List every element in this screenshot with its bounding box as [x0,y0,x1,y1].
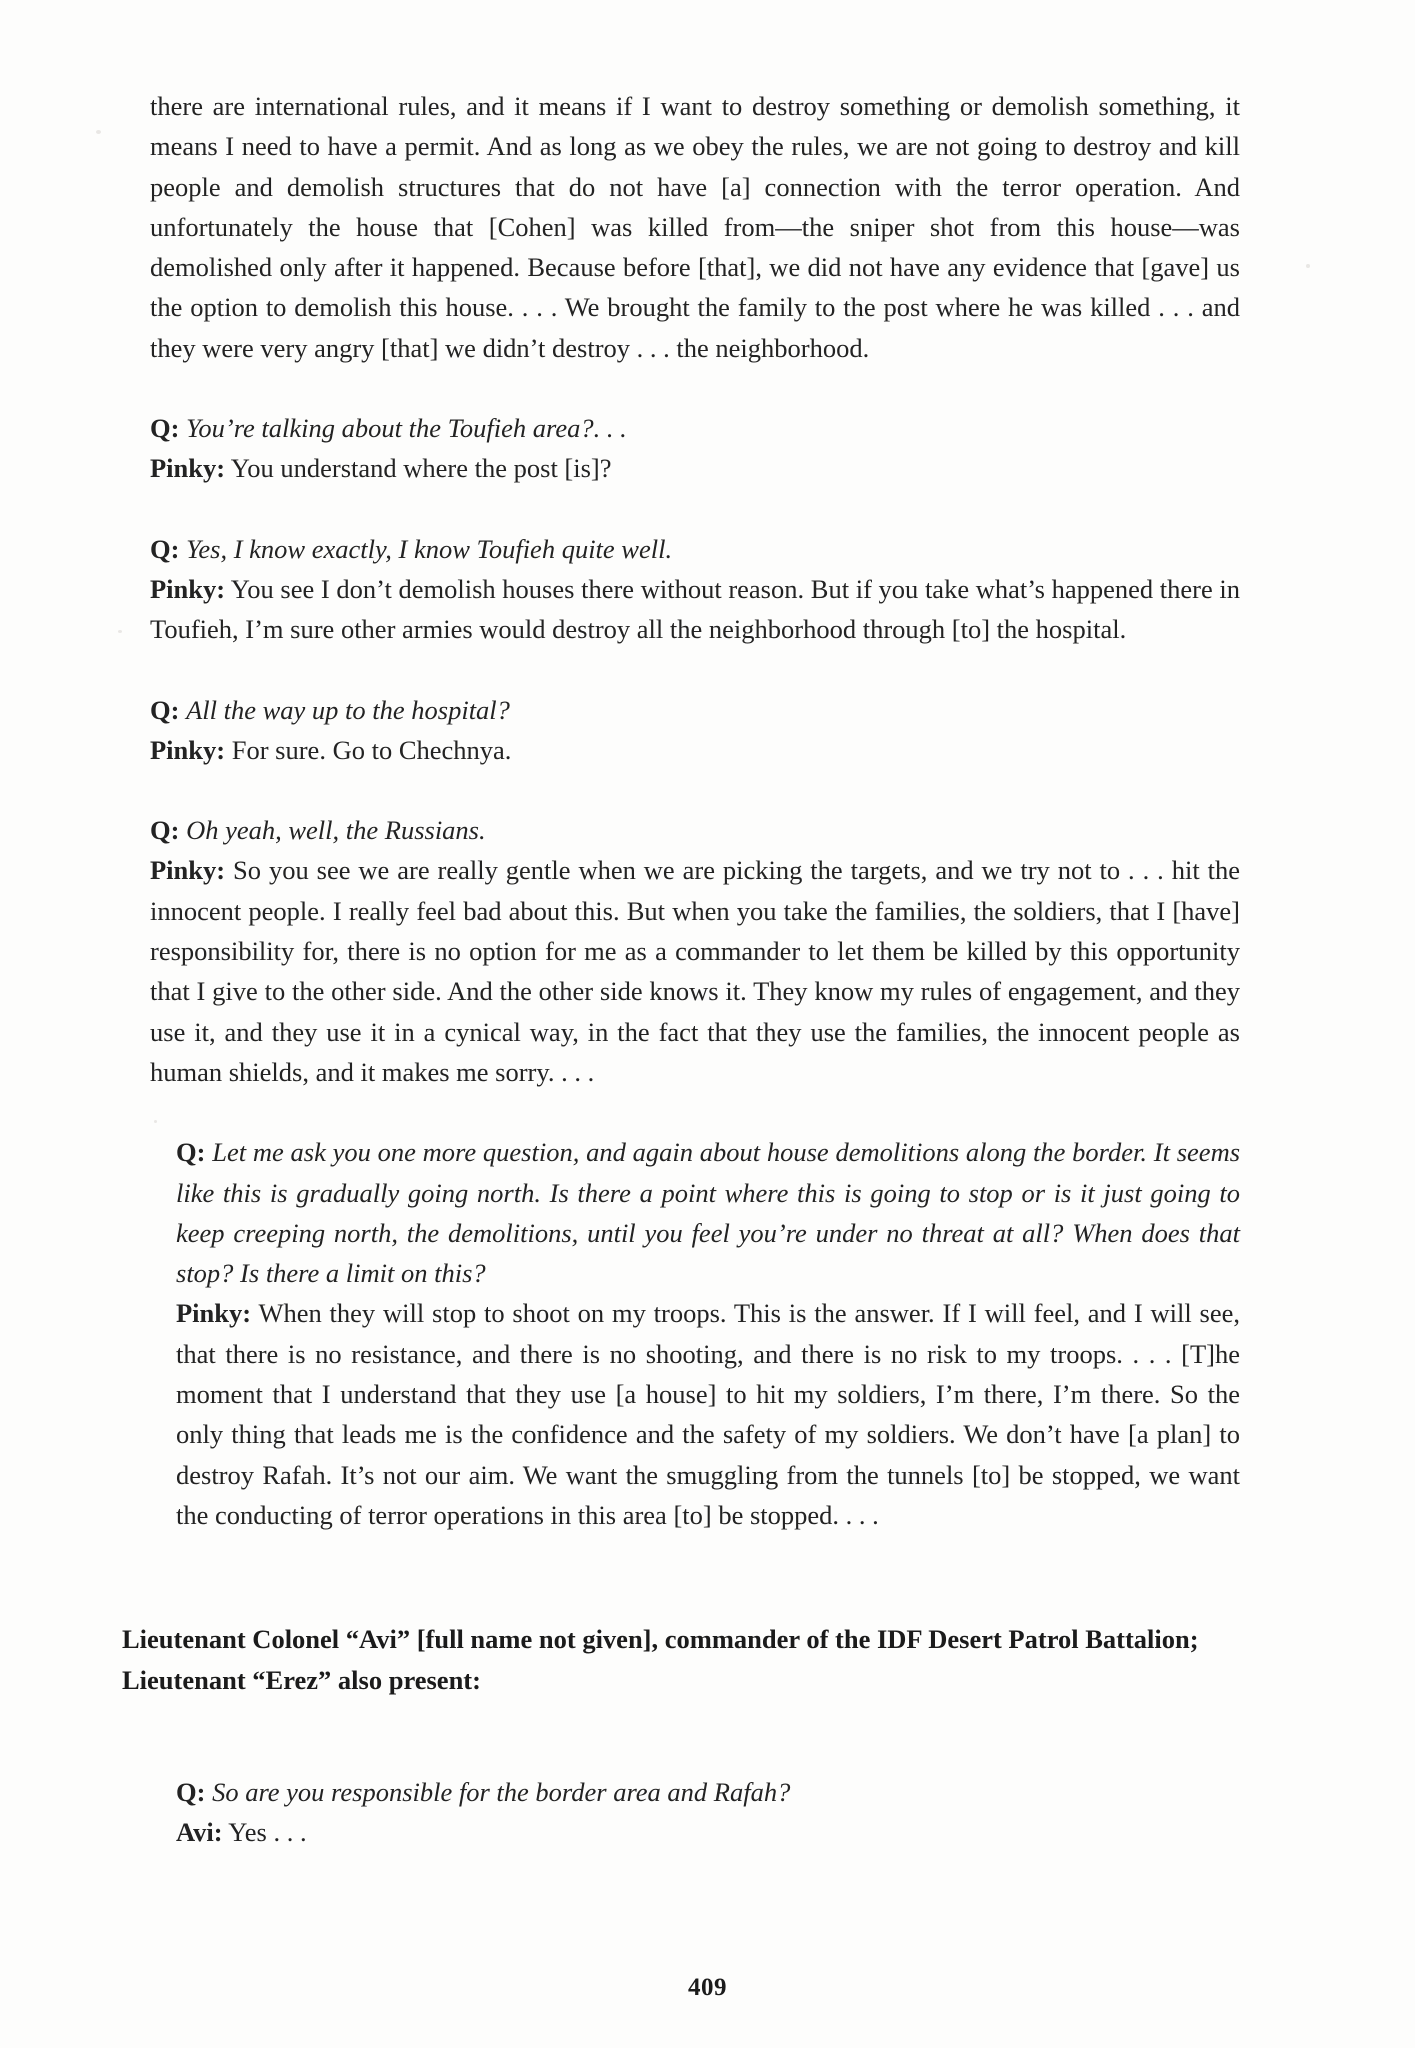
section-heading-block [122,1619,1240,1700]
question-label: Q: [150,533,180,564]
answer-text: You see I don’t demolish houses there without reason. But if you take what’s happened there in Toufieh, I’m sure other armies would destroy all the neighborhood through [to] the hospital. [150,573,1240,645]
question-text: You’re talking about the Toufieh area?. . . [186,413,627,444]
question-line [150,529,1240,569]
question-line [150,690,1240,730]
question-label: Q: [150,694,180,725]
answer-line [150,730,1240,770]
answer-line [150,569,1240,650]
qa-exchange-final [150,1772,1240,1853]
answer-label: Pinky: [150,573,226,604]
page-number: 409 [688,1974,727,2001]
answer-text: When they will stop to shoot on my troops. This is the answer. If I will feel, and I will see, that there is no resistance, and there is no shooting, and there is no risk to my troops. . . . [T]he moment that I understand that they use [a house] to hit my soldiers, I’m there, I’m there. So the only thing that leads me is the confidence and the safety of my soldiers. We don’t have [a plan] to destroy Rafah. It’s not our aim. We want the smuggling from the tunnels [to] be stopped, we want the conducting of terror operations in this area [to] be stopped. . . . [176,1298,1240,1530]
qa-exchange-1 [150,408,1240,489]
question-text: Let me ask you one more question, and again about house demolitions along the border. It seems like this is gradually going north. Is there a point where this is going to stop or is it just going to keep creeping north, the demolitions, until you feel you’re under no threat at all? When does that stop? Is there a limit on this? [176,1137,1241,1289]
answer-text: So you see we are really gentle when we are picking the targets, and we try not to . . . hit the innocent people. I really feel bad about this. But when you take the families, the soldiers, that I [have] responsibility for, there is no option for me as a commander to let them be killed by this opportunity that I give to the other side. And the other side knows it. They know my rules of engagement, and they use it, and they use it in a cynical way, in the fact that they use the families, the innocent people as human shields, and it makes me sorry. . . . [150,855,1240,1087]
answer-line [176,1293,1240,1535]
answer-text: Yes . . . [228,1817,307,1848]
section-heading: Lieutenant Colonel “Avi” [full name not given], commander of the IDF Desert Patrol Battalion; Lieutenant “Erez” also present: [122,1624,1199,1695]
answer-label: Pinky: [150,734,226,765]
answer-line [176,1812,1240,1852]
answer-line [150,850,1240,1092]
qa-exchange-4 [150,810,1240,1092]
answer-label: Pinky: [150,855,226,886]
answer-text: For sure. Go to Chechnya. [231,734,512,765]
question-line [150,810,1240,850]
answer-label: Pinky: [176,1298,252,1329]
answer-line [150,448,1240,488]
answer-label: Avi: [176,1817,223,1848]
question-text: All the way up to the hospital? [186,694,510,725]
question-text: Oh yeah, well, the Russians. [186,815,486,846]
scan-speck [118,630,122,633]
question-line [150,408,1240,448]
question-text: So are you responsible for the border area and Rafah? [212,1776,791,1807]
qa-exchange-3 [150,690,1240,771]
question-label: Q: [150,413,180,444]
question-text: Yes, I know exactly, I know Toufieh quite well. [186,533,673,564]
opening-paragraph: there are international rules, and it means if I want to destroy something or demolish something, it means I need to have a permit. And as long as we obey the rules, we are not going to destroy and kill people and demolish structures that do not have [a] connection with the terror operation. And unfortunately the house that [Cohen] was killed from—the sniper shot from this house—was demolished only after it happened. Because before [that], we did not have any evidence that [gave] us the option to demolish this house. . . . We brought the family to the post where he was killed . . . and they were very angry [that] we didn’t destroy . . . the neighborhood. [150,91,1240,363]
question-line [176,1772,1240,1812]
qa-exchange-2 [150,529,1240,650]
answer-text: You understand where the post [is]? [230,453,612,484]
question-line [176,1132,1240,1293]
question-label: Q: [150,815,180,846]
qa-exchange-5 [150,1132,1240,1535]
answer-label: Pinky: [150,453,226,484]
scan-speck [1306,264,1310,268]
question-label: Q: [176,1137,206,1168]
scan-speck [96,130,101,134]
question-label: Q: [176,1776,206,1807]
page-body [122,86,1241,1852]
